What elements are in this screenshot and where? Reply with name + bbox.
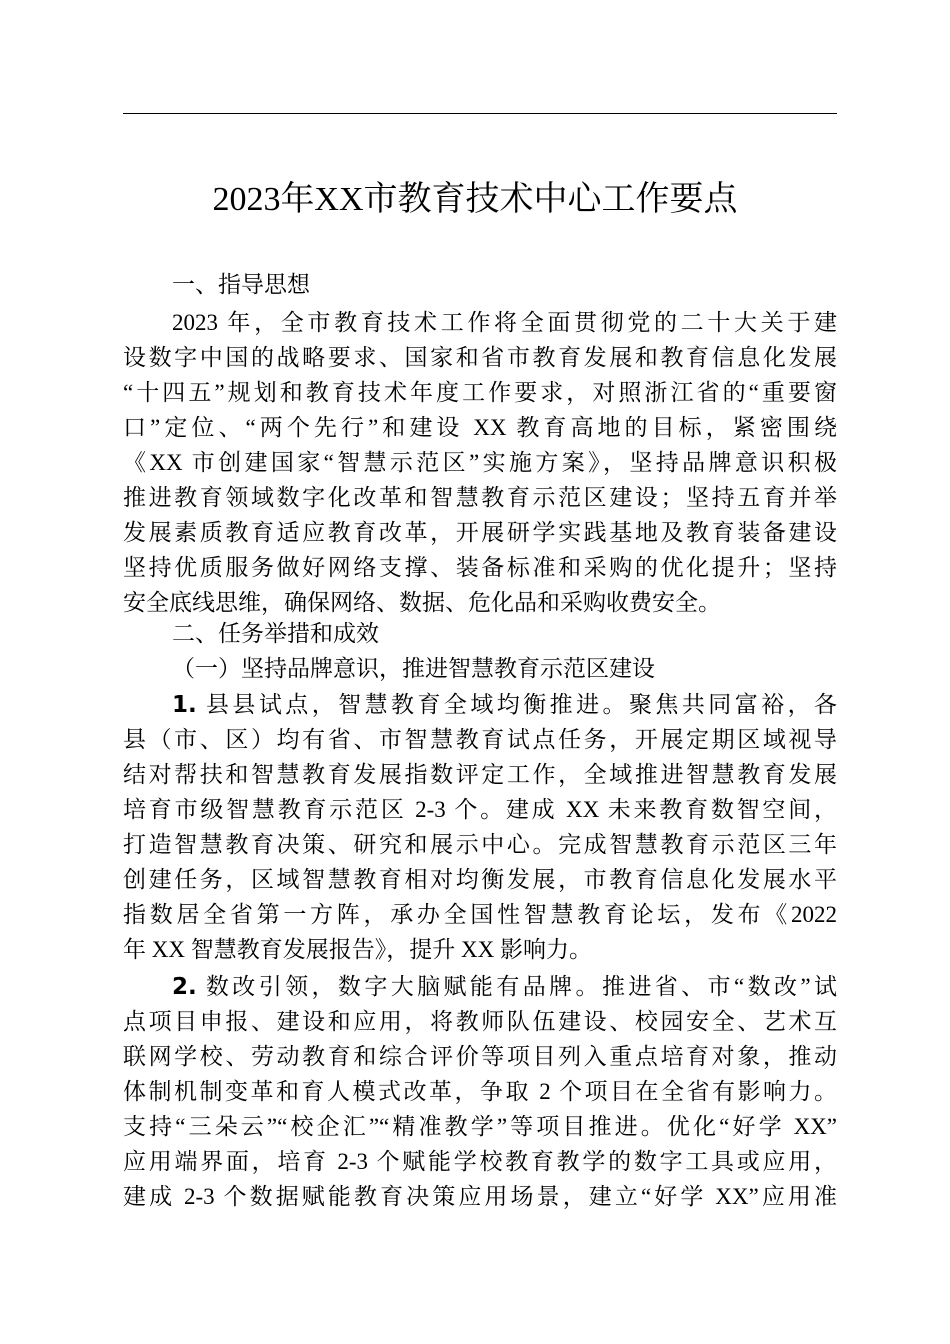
- paragraph-line: 打造智慧教育决策、研究和展示中心。完成智慧教育示范区三年: [123, 832, 837, 857]
- paragraph-line: 联网学校、劳动教育和综合评价等项目列入重点培育对象，推动: [123, 1044, 837, 1069]
- paragraph-line: 县（市、区）均有省、市智慧教育试点任务，开展定期区域视导: [123, 727, 837, 752]
- paragraph-line: 2023 年，全市教育技术工作将全面贯彻党的二十大关于建: [172, 310, 837, 335]
- paragraph-line: 坚持优质服务做好网络支撑、装备标准和采购的优化提升；坚持: [123, 555, 837, 580]
- paragraph-line: 发展素质教育适应教育改革，开展研学实践基地及教育装备建设: [123, 520, 837, 545]
- paragraph-line: 年 XX 智慧教育发展报告》，提升 XX 影响力。: [123, 937, 592, 962]
- item-2-lead: 数改引领，数字大脑赋能有品牌。推进省、市“数改”试: [196, 974, 837, 999]
- paragraph-line: “十四五”规划和教育技术年度工作要求，对照浙江省的“重要窗: [123, 380, 837, 405]
- item-1-lead: 县县试点，智慧教育全域均衡推进。聚焦共同富裕，各: [196, 692, 837, 717]
- paragraph-line: 培育市级智慧教育示范区 2-3 个。建成 XX 未来教育数智空间，: [123, 797, 837, 822]
- paragraph-line: 支持“三朵云”“校企汇”“精准教学”等项目推进。优化“好学 XX”: [123, 1114, 837, 1139]
- document-title: 2023年XX市教育技术中心工作要点: [212, 181, 738, 218]
- header-rule: [123, 113, 837, 114]
- subsection-1-heading: （一）坚持品牌意识，推进智慧教育示范区建设: [172, 656, 655, 681]
- paragraph-line: 《XX 市创建国家“智慧示范区”实施方案》，坚持品牌意识积极: [123, 450, 837, 475]
- paragraph-line: 建成 2-3 个数据赋能教育决策应用场景，建立“好学 XX”应用准: [123, 1184, 837, 1209]
- paragraph-line: 应用端界面，培育 2-3 个赋能学校教育教学的数字工具或应用，: [123, 1149, 837, 1174]
- paragraph-line: 口”定位、“两个先行”和建设 XX 教育高地的目标，紧密围绕: [123, 415, 837, 440]
- paragraph-line: 体制机制变革和育人模式改革，争取 2 个项目在全省有影响力。: [123, 1079, 837, 1104]
- paragraph-line: 点项目申报、建设和应用，将教师队伍建设、校园安全、艺术互: [123, 1009, 837, 1034]
- item-1-number: 1.: [172, 692, 197, 718]
- paragraph-line: 指数居全省第一方阵，承办全国性智慧教育论坛，发布《2022: [123, 902, 837, 927]
- paragraph-line: 安全底线思维，确保网络、数据、危化品和采购收费安全。: [123, 590, 721, 615]
- section-2-heading: 二、任务举措和成效: [172, 621, 379, 646]
- item-2-number: 2.: [172, 974, 197, 1000]
- paragraph-line: 推进教育领域数字化改革和智慧教育示范区建设；坚持五育并举: [123, 485, 837, 510]
- item-1-first-line: [172, 688, 837, 722]
- paragraph-line: 设数字中国的战略要求、国家和省市教育发展和教育信息化发展: [123, 345, 837, 370]
- paragraph-line: 创建任务，区域智慧教育相对均衡发展，市教育信息化发展水平: [123, 867, 837, 892]
- section-1-heading: 一、指导思想: [172, 272, 310, 297]
- item-2-first-line: [172, 970, 837, 1004]
- paragraph-line: 结对帮扶和智慧教育发展指数评定工作，全域推进智慧教育发展: [123, 762, 837, 787]
